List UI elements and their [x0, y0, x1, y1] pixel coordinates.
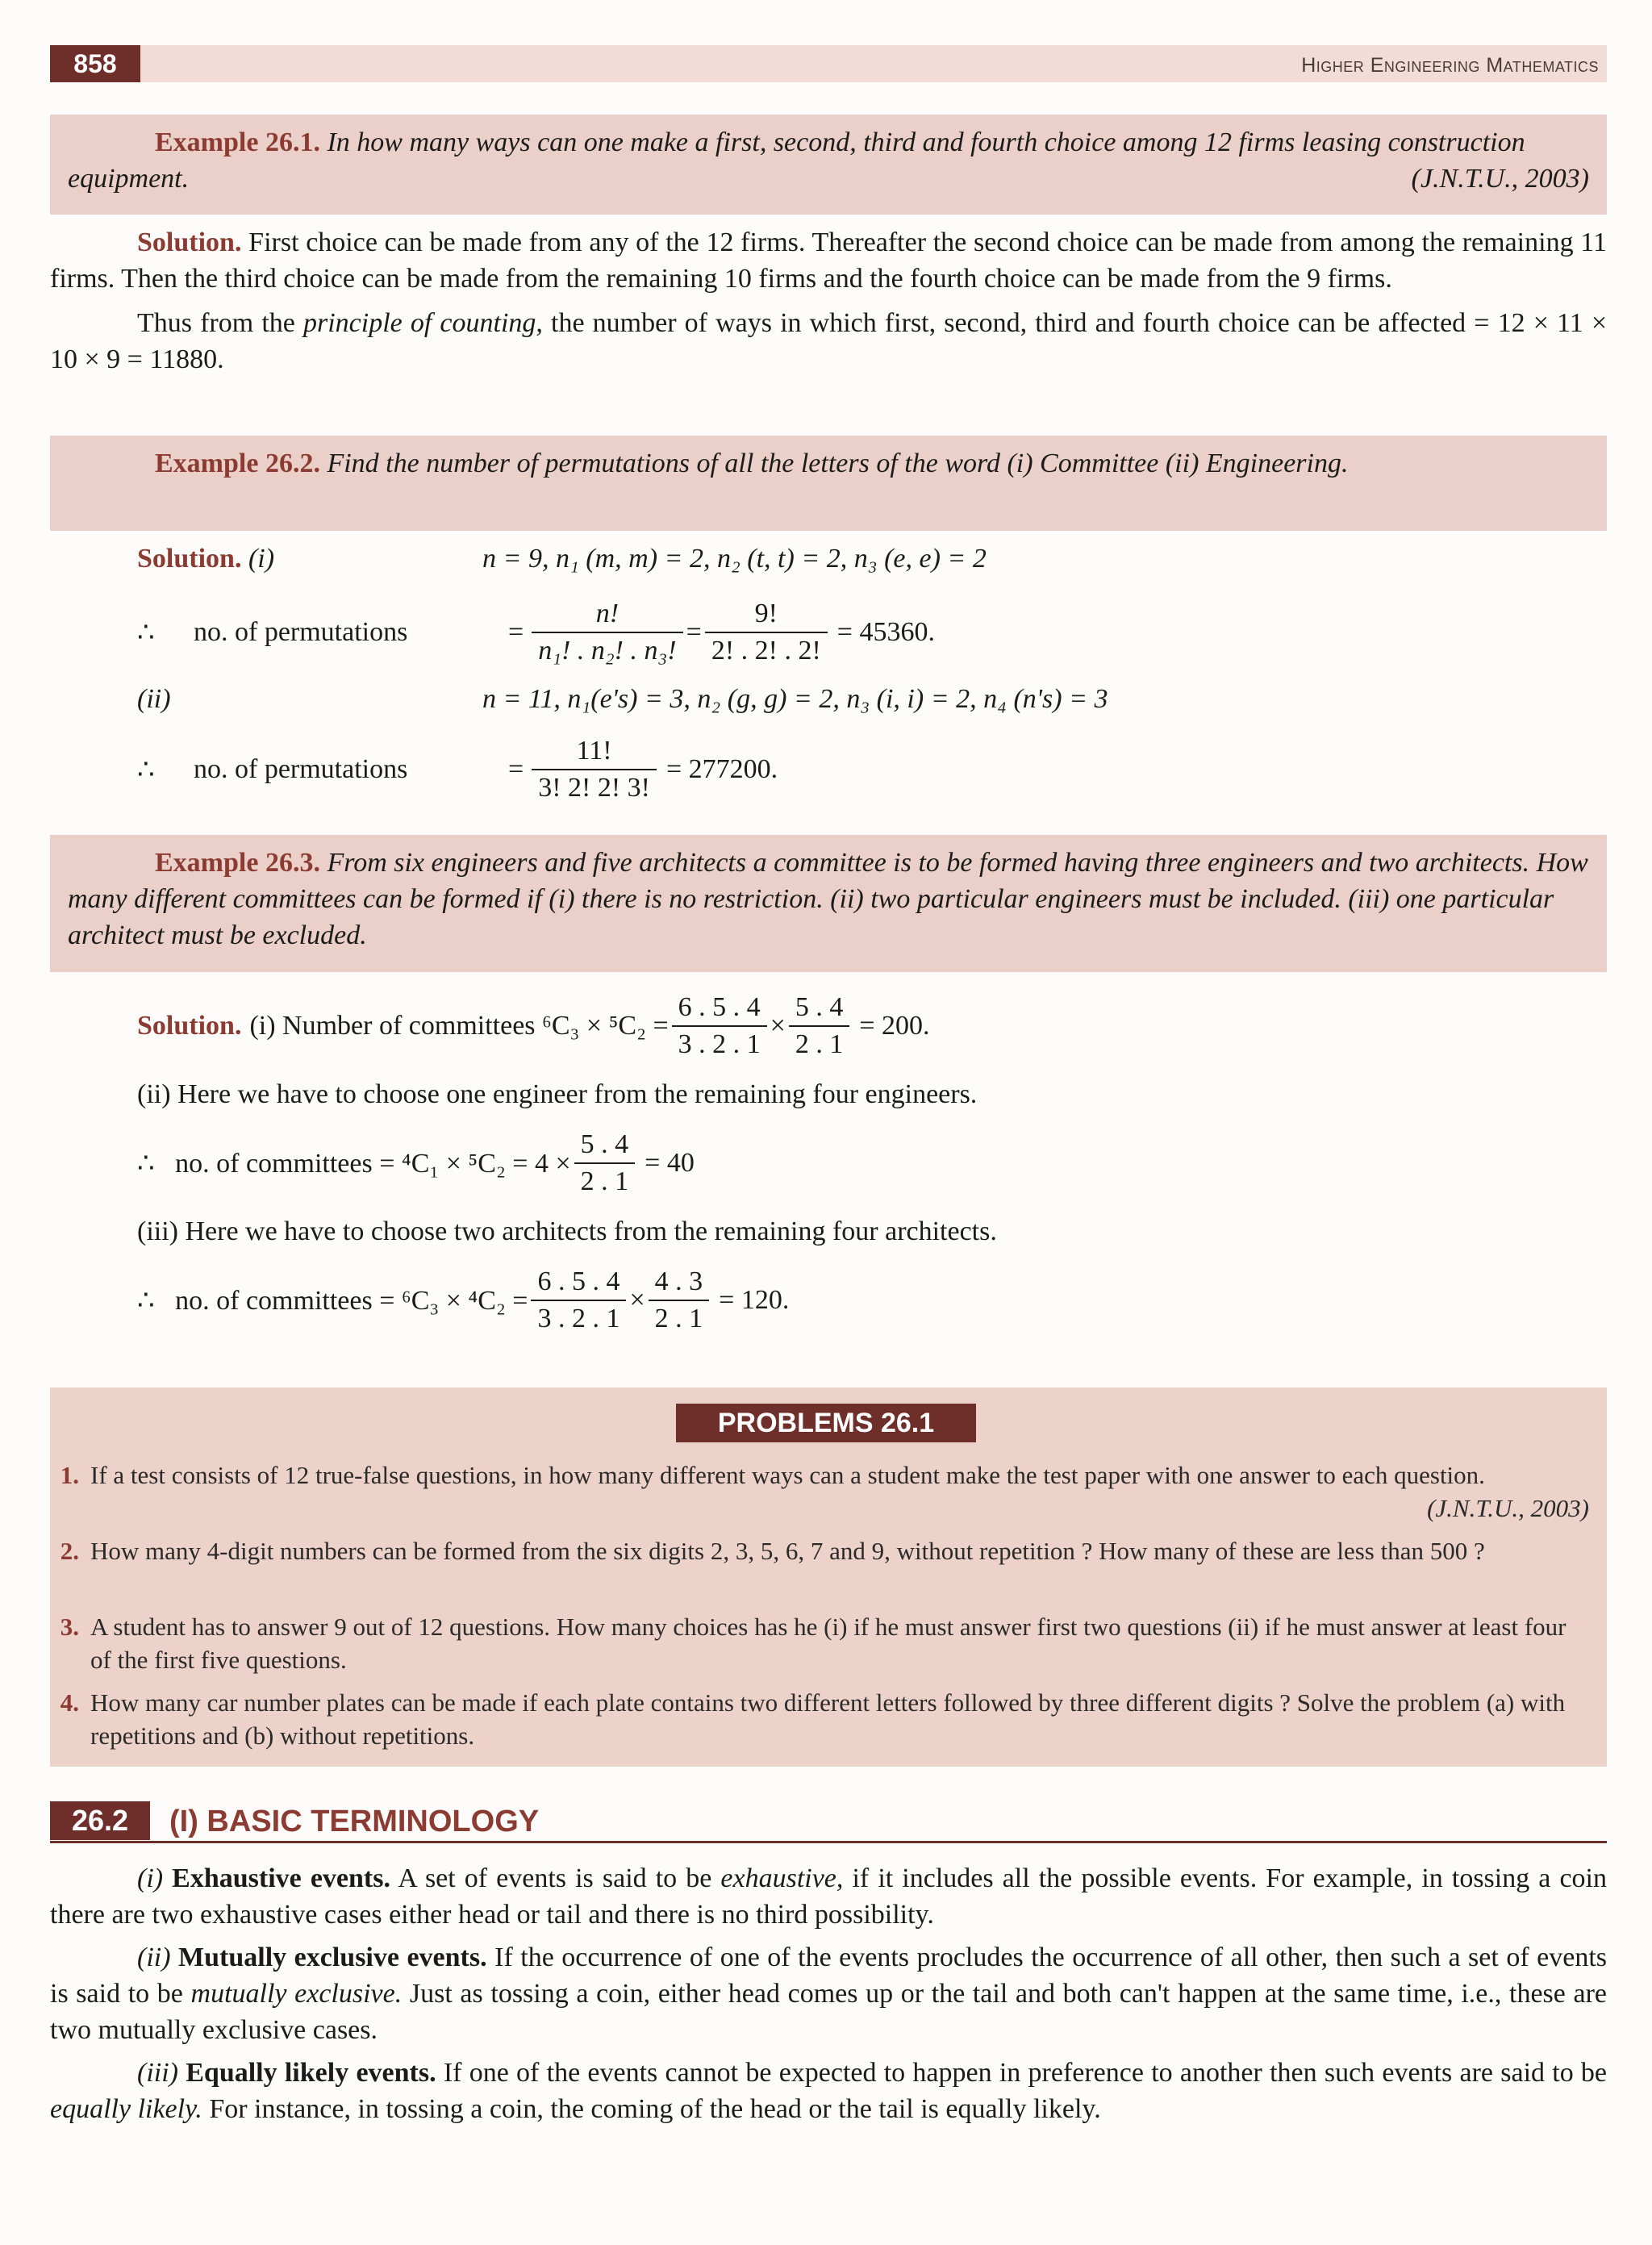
- term-paragraph: [50, 1860, 1607, 1933]
- problem-item: [60, 1610, 1589, 1676]
- solution-text: First choice can be made from any of the 12 firms. Thereafter the second choice can be made from among the remaining 11 firms. Then the third choice can be made from the remaining 10 firms and the fourth choice can be made from the 9 firms.: [50, 227, 1608, 294]
- terminology-list: [50, 1860, 1607, 2127]
- term-name: Exhaustive events.: [172, 1863, 390, 1893]
- equation-label: no. of permutations: [194, 617, 408, 647]
- denominator: 3 . 2 . 1: [678, 1029, 761, 1059]
- result: = 40: [645, 1148, 695, 1178]
- part-label: (ii): [137, 684, 171, 714]
- equals-sign: =: [508, 617, 524, 647]
- equation-label: no. of permutations: [194, 754, 408, 784]
- term-emphasis: equally likely.: [50, 2094, 202, 2124]
- fraction: [649, 1266, 710, 1335]
- page-number: 858: [50, 45, 140, 82]
- term-emphasis: exhaustive,: [720, 1863, 844, 1893]
- example-label: Example 26.2.: [155, 449, 320, 478]
- numerator: 4 . 3: [649, 1266, 710, 1301]
- example-26-3-box: [50, 835, 1607, 972]
- citation: (J.N.T.U., 2003): [1427, 1494, 1589, 1522]
- solution-label: Solution.: [137, 1011, 242, 1041]
- numerator: 6 . 5 . 4: [531, 1266, 626, 1301]
- example-label: Example 26.3.: [155, 848, 320, 878]
- term-paragraph: [50, 1939, 1607, 2048]
- problem-number: 4.: [60, 1688, 79, 1717]
- term-text: If one of the events cannot be expected to happen in preference to another then such events are said to be: [443, 2058, 1608, 2088]
- permutation-equation-i: [137, 592, 935, 673]
- example-question: Find the number of permutations of all the letters of the word (i) Committee (ii) Engineering.: [327, 449, 1349, 478]
- term-text: If the occurrence of one of the events procludes the occurrence of all other, then such a set of events is said to be: [50, 1942, 1608, 2009]
- running-title: Higher Engineering Mathematics: [1301, 54, 1599, 77]
- solution-label-text: Solution.: [137, 544, 242, 574]
- equals-sign: =: [686, 617, 702, 647]
- denominator: 3 . 2 . 1: [537, 1304, 620, 1333]
- problems-title: PROBLEMS 26.1: [676, 1404, 976, 1442]
- problem-text: A student has to answer 9 out of 12 questions. How many choices has he (i) if he must answer first two questions (ii) if he must answer at least four of the first five questions.: [90, 1613, 1566, 1674]
- term-paragraph: [50, 2055, 1607, 2127]
- solution-line: (iii) Here we have to choose two architects from the remaining four architects.: [137, 1216, 997, 1246]
- solution-26-1: [50, 224, 1607, 378]
- equation-text: ∴ no. of committees = ⁶C₃ × ⁴C₂ =: [137, 1286, 528, 1316]
- example-question: From six engineers and five architects a committee is to be formed having three engineers and two architects. How many different committees can be formed if (i) there is no restriction. (ii) two particular engineers must be included. (iii) one particular architect must be excluded.: [68, 848, 1588, 950]
- numerator: 11!: [532, 735, 657, 770]
- fraction: [532, 735, 657, 804]
- solution-label: Solution.: [137, 227, 242, 257]
- problem-text: If a test consists of 12 true-false questions, in how many different ways can a student make the test paper with one answer to each question.: [90, 1461, 1485, 1489]
- therefore-symbol: ∴: [137, 618, 155, 648]
- problem-text: How many car number plates can be made if each plate contains two different letters followed by three different digits ? Solve the problem (a) with repetitions and (b) without repetitions.: [90, 1688, 1566, 1750]
- fraction: [789, 991, 850, 1061]
- example-question: In how many ways can one make a first, second, third and fourth choice among 12 firms leasing construction equipment.: [68, 127, 1525, 194]
- therefore-symbol: ∴: [137, 755, 155, 785]
- given-values-ii: n = 11, n₁(e's) = 3, n₂ (g, g) = 2, n₃ (i, i) = 2, n₄ (n's) = 3: [482, 684, 1108, 714]
- times-sign: ×: [770, 1011, 786, 1041]
- permutation-equation-ii: [137, 729, 778, 810]
- term-text: For instance, in tossing a coin, the coming of the head or the tail is equally likely.: [209, 2094, 1101, 2124]
- section-divider: [50, 1841, 1607, 1843]
- denominator: n₁! . n₂! . n₃!: [538, 636, 677, 666]
- problem-number: 1.: [60, 1461, 79, 1489]
- numerator: 5 . 4: [574, 1129, 636, 1164]
- denominator: 2 . 1: [795, 1029, 844, 1059]
- result: = 277200.: [665, 754, 778, 784]
- example-label: Example 26.1.: [155, 127, 320, 157]
- result: = 120.: [719, 1285, 790, 1315]
- fraction: [705, 598, 828, 667]
- times-sign: ×: [629, 1285, 645, 1315]
- term-name: Equally likely events.: [186, 2058, 436, 2088]
- example-26-2-box: [50, 436, 1607, 531]
- fraction: [531, 1266, 626, 1335]
- committee-equation-1: [137, 986, 930, 1066]
- denominator: 2 . 1: [654, 1304, 703, 1333]
- example-26-1-box: [50, 115, 1607, 215]
- problem-number: 2.: [60, 1537, 79, 1565]
- term-text: if it includes all the possible events. For example, in tossing a coin there are two exhaustive cases either head or tail and there is no third possibility.: [50, 1863, 1608, 1930]
- fraction: [532, 598, 682, 667]
- fraction: [574, 1129, 636, 1198]
- denominator: 2 . 1: [580, 1166, 629, 1196]
- section-title: (I) BASIC TERMINOLOGY: [169, 1805, 540, 1838]
- given-values-i: n = 9, n₁ (m, m) = 2, n₂ (t, t) = 2, n₃ (e, e) = 2: [482, 544, 987, 574]
- equation-text: (i) Number of committees ⁶C₃ × ⁵C₂ =: [249, 1011, 669, 1041]
- term-text: A set of events is said to be: [398, 1863, 712, 1893]
- problem-item: [60, 1458, 1589, 1525]
- problem-item: [60, 1534, 1589, 1567]
- numerator: 5 . 4: [789, 991, 850, 1027]
- fraction: [672, 991, 767, 1061]
- denominator: 2! . 2! . 2!: [711, 636, 821, 666]
- equals-sign: =: [508, 754, 524, 784]
- term-number: (ii): [137, 1942, 171, 1972]
- paragraph-text: Thus from the: [137, 308, 295, 338]
- emphasis-text: principle of counting,: [302, 308, 543, 338]
- denominator: 3! 2! 2! 3!: [538, 773, 650, 803]
- committee-equation-2: [137, 1123, 695, 1204]
- solution-line: (ii) Here we have to choose one engineer from the remaining four engineers.: [137, 1079, 978, 1109]
- citation: (J.N.T.U., 2003): [1411, 164, 1589, 194]
- numerator: n!: [532, 598, 682, 633]
- solution-label: [137, 544, 274, 574]
- numerator: 9!: [705, 598, 828, 633]
- equation-text: ∴ no. of committees = ⁴C₁ × ⁵C₂ = 4 ×: [137, 1149, 571, 1179]
- term-number: (iii): [137, 2058, 178, 2088]
- part-label: (i): [248, 544, 275, 574]
- numerator: 6 . 5 . 4: [672, 991, 767, 1027]
- paragraph-text: the number of ways in which first, second, third and fourth choice can be affected = 12 × 11 × 10 × 9 = 11880.: [50, 308, 1608, 374]
- term-text: Just as tossing a coin, either head comes up or the tail and both can't happen at the same time, i.e., these are two mutually exclusive cases.: [50, 1979, 1608, 2045]
- problem-number: 3.: [60, 1613, 79, 1641]
- committee-equation-3: [137, 1260, 789, 1341]
- result: = 200.: [859, 1011, 930, 1041]
- problem-text: How many 4-digit numbers can be formed from the six digits 2, 3, 5, 6, 7 and 9, without repetition ? How many of these are less than 500 ?: [90, 1537, 1485, 1565]
- term-emphasis: mutually exclusive.: [190, 1979, 403, 2009]
- term-number: (i): [137, 1863, 164, 1893]
- result: = 45360.: [836, 617, 935, 647]
- problem-item: [60, 1686, 1589, 1752]
- section-number: 26.2: [50, 1801, 150, 1840]
- term-name: Mutually exclusive events.: [178, 1942, 487, 1972]
